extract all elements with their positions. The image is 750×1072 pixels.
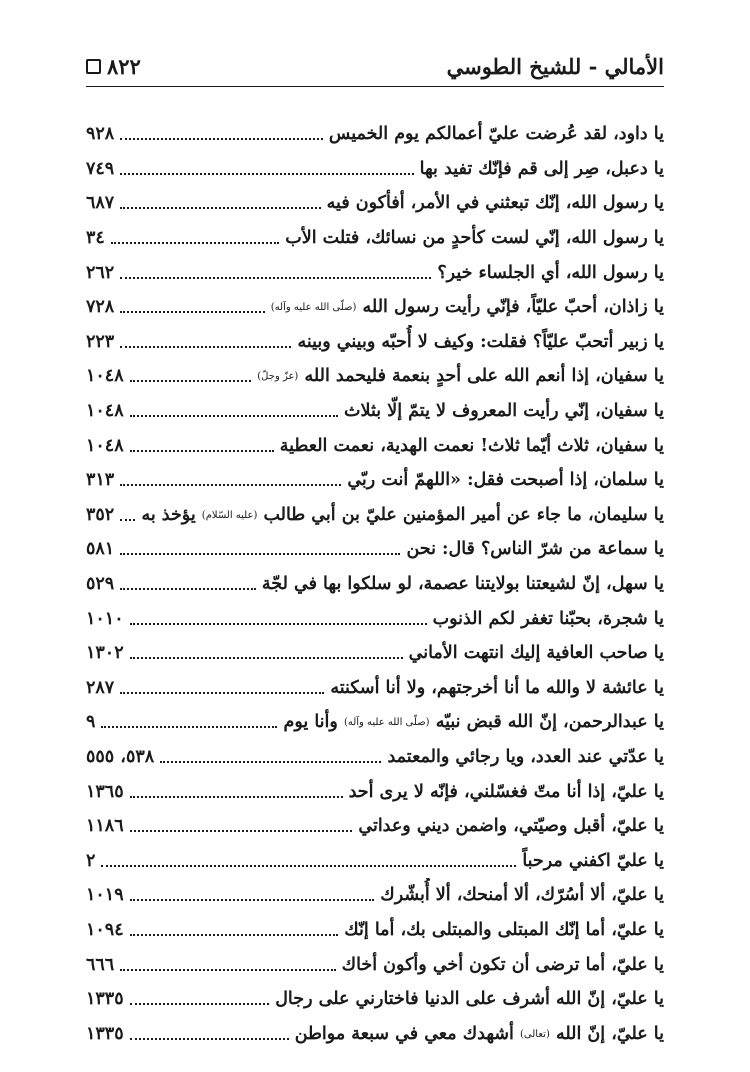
- entry-text-main: يا عليّ، إنّ الله: [555, 1023, 664, 1044]
- entry-text-main: يا عليّ، أقبل وصيّتي، واضمن ديني وعداتي: [358, 816, 664, 837]
- index-list: [86, 117, 664, 1051]
- entry-honorific: (عزّ وجلّ): [257, 371, 299, 383]
- entry-text-main: يا سفيان، ثلاث أيّما ثلاث! نعمت الهدية، نعمت العطية: [279, 435, 664, 456]
- index-entry: [86, 394, 664, 429]
- index-entry: [86, 947, 664, 982]
- entry-honorific: (تعالى): [520, 1028, 550, 1040]
- entry-text-main: يا سليمان، ما جاء عن أمير المؤمنين عليّ بن أبي طالب: [263, 504, 664, 525]
- entry-text-main: يا عليّ، إنّ الله أشرف على الدنيا فاختارني على رجال: [275, 989, 664, 1010]
- page-number: ٨٢٢: [107, 53, 141, 79]
- index-entry: [86, 255, 664, 290]
- entry-text: [344, 401, 664, 421]
- entry-text: [433, 609, 664, 629]
- dot-leader: [120, 588, 256, 590]
- entry-page-number: ٢: [86, 850, 96, 871]
- entry-text-main: يا عليّ اكفني مرحباً: [522, 850, 664, 871]
- entry-text: [420, 159, 664, 179]
- entry-page-number: ٦٨٧: [86, 193, 115, 214]
- index-entry: [86, 428, 664, 463]
- entry-page-number: ٥٢٩: [86, 574, 115, 595]
- entry-text: [330, 678, 664, 698]
- entry-page-number: ١٠١٩: [86, 885, 124, 906]
- entry-text: [344, 920, 664, 940]
- entry-text-main: يا عليّ، إذا أنا متّ فغسّلني، فإنّه لا يرى أحد: [348, 781, 664, 802]
- entry-text: [409, 643, 664, 663]
- index-entry: [86, 152, 664, 187]
- entry-page-number: ٦٦٦: [86, 954, 115, 975]
- entry-text-main: يا عليّ، أما ترضى أن تكون أخي وأكون أخاك: [341, 954, 664, 975]
- entry-text: [275, 989, 664, 1009]
- dot-leader: [120, 173, 413, 175]
- entry-text: [380, 885, 664, 905]
- entry-text: [349, 782, 664, 802]
- dot-leader: [120, 553, 400, 555]
- entry-text-main: يا سفيان، إنّي رأيت المعروف لا يتمّ إلّا بثلاث: [344, 401, 664, 422]
- entry-honorific: (عليه السّلام): [201, 509, 258, 521]
- dot-leader: [130, 415, 338, 417]
- entry-page-number: ١٠٩٤: [86, 919, 124, 940]
- entry-text: [280, 436, 664, 456]
- entry-text: [283, 712, 664, 732]
- entry-text-main: يا سهل، إنّ لشيعتنا بولايتنا عصمة، لو سلكوا بها في لجّة: [261, 574, 664, 595]
- dot-leader: [130, 796, 343, 798]
- entry-page-number: ٣١٣: [86, 470, 115, 491]
- index-entry: [86, 532, 664, 567]
- entry-text-main: يا سماعة من شرّ الناس؟ قال: نحن: [406, 539, 664, 560]
- index-entry: [86, 290, 664, 325]
- entry-text: [437, 263, 664, 283]
- index-entry: [86, 463, 664, 498]
- dot-leader: [120, 207, 320, 209]
- entry-text-main: يا زاذان، أحبّ عليّاً، فإنّي رأيت رسول الله: [362, 297, 664, 318]
- square-icon: [86, 59, 101, 74]
- entry-text-tail: وأنا يوم: [283, 712, 338, 733]
- entry-text-main: يا عبدالرحمن، إنّ الله قبض نبيّه: [435, 712, 664, 733]
- entry-text: [257, 366, 664, 386]
- index-entry: [86, 498, 664, 533]
- dot-leader: [130, 450, 274, 452]
- entry-page-number: ٢٢٣: [86, 331, 115, 352]
- entry-page-number: ١١٨٦: [86, 816, 124, 837]
- dot-leader: [130, 380, 252, 382]
- dot-leader: [120, 484, 341, 486]
- entry-text-tail: أشهدك معي في سبعة مواطن: [294, 1023, 514, 1044]
- entry-text-main: يا عليّ، ألا أسُرّك، ألا أمنحك، ألا أُبشّرك: [380, 885, 664, 906]
- entry-text-main: يا دعبل، صِر إلى قم فإنّك تفيد بها: [419, 158, 664, 179]
- dot-leader: [120, 138, 323, 140]
- entry-page-number: ١٣٣٥: [86, 989, 124, 1010]
- dot-leader: [130, 657, 403, 659]
- entry-honorific: (صلّى الله عليه وآله): [270, 302, 357, 314]
- entry-text-main: يا زبير أتحبّ عليّاً؟ فقلت: وكيف لا أُحبّه وبيني وبينه: [297, 331, 664, 352]
- entry-text: [347, 470, 664, 490]
- entry-honorific: (صلّى الله عليه وآله): [343, 717, 430, 729]
- dot-leader: [130, 1038, 289, 1040]
- entry-text: [327, 193, 664, 213]
- index-entry: [86, 671, 664, 706]
- entry-page-number: ٣٤: [86, 228, 105, 249]
- entry-text-main: يا عدّتي عند العدد، ويا رجائي والمعتمد: [387, 746, 664, 767]
- entry-text-main: يا صاحب العافية إليك انتهت الأماني: [408, 643, 664, 664]
- index-entry: [86, 913, 664, 948]
- entry-text: [271, 297, 664, 317]
- entry-text: [358, 816, 664, 836]
- index-entry: [86, 843, 664, 878]
- dot-leader: [130, 830, 353, 832]
- entry-text-main: يا رسول الله، أي الجلساء خير؟: [437, 262, 664, 283]
- dot-leader: [120, 346, 291, 348]
- entry-text: [522, 851, 664, 871]
- page-header: [86, 48, 664, 84]
- dot-leader: [130, 623, 427, 625]
- index-entry: [86, 601, 664, 636]
- entry-page-number: ٧٤٩: [86, 158, 115, 179]
- entry-text-main: يا سلمان، إذا أصبحت فقل: «اللهمّ أنت ربّي: [347, 470, 664, 491]
- book-title: الأمالي - للشيخ الطوسي: [446, 53, 664, 79]
- index-entry: [86, 636, 664, 671]
- index-entry: [86, 740, 664, 775]
- dot-leader: [130, 934, 339, 936]
- entry-page-number: ٩: [86, 712, 96, 733]
- dot-leader: [130, 1003, 270, 1005]
- entry-page-number: ١٣٠٢: [86, 643, 124, 664]
- index-entry: [86, 117, 664, 152]
- entry-page-number: ٣٥٢: [86, 504, 115, 525]
- page-number-block: [86, 54, 141, 79]
- entry-page-number: ٧٢٨: [86, 297, 115, 318]
- entry-text: [342, 955, 664, 975]
- entry-page-number: ١٣٣٥: [86, 1023, 124, 1044]
- dot-leader: [120, 277, 431, 279]
- index-entry: [86, 809, 664, 844]
- dot-leader: [111, 242, 279, 244]
- index-entry: [86, 774, 664, 809]
- entry-text-main: يا سفيان، إذا أنعم الله على أحدٍ بنعمة فليحمد الله: [304, 366, 664, 387]
- entry-page-number: ٩٢٨: [86, 124, 115, 145]
- index-entry: [86, 359, 664, 394]
- entry-text: [285, 228, 664, 248]
- entry-text: [406, 539, 664, 559]
- dot-leader: [120, 311, 265, 313]
- dot-leader: [101, 726, 277, 728]
- entry-text-main: يا رسول الله، إنّك تبعثني في الأمر، أفأكون فيه: [326, 193, 664, 214]
- entry-text: [141, 505, 664, 525]
- dot-leader: [101, 865, 516, 867]
- dot-leader: [160, 761, 381, 763]
- entry-page-number: ٥٣٨، ٥٥٥: [86, 746, 155, 767]
- header-rule: [86, 86, 664, 87]
- entry-text: [329, 124, 664, 144]
- entry-page-number: ٢٨٧: [86, 677, 115, 698]
- entry-page-number: ١٠٤٨: [86, 401, 124, 422]
- index-entry: [86, 221, 664, 256]
- entry-text: [297, 332, 664, 352]
- index-entry: [86, 1016, 664, 1051]
- index-entry: [86, 878, 664, 913]
- entry-page-number: ٥٨١: [86, 539, 115, 560]
- dot-leader: [130, 899, 375, 901]
- entry-text-main: يا عائشة لا والله ما أنا أخرجتهم، ولا أنا أسكنته: [330, 677, 664, 698]
- index-entry: [86, 567, 664, 602]
- entry-page-number: ١٠١٠: [86, 608, 124, 629]
- index-entry: [86, 325, 664, 360]
- entry-page-number: ١٠٤٨: [86, 366, 124, 387]
- entry-page-number: ١٣٦٥: [86, 781, 124, 802]
- index-entry: [86, 705, 664, 740]
- entry-page-number: ١٠٤٨: [86, 435, 124, 456]
- entry-text-main: يا داود، لقد عُرضت عليّ أعمالكم يوم الخميس: [328, 124, 664, 145]
- dot-leader: [120, 969, 335, 971]
- entry-text-main: يا رسول الله، إنّي لست كأحدٍ من نسائك، فتلت الأب: [285, 228, 664, 249]
- entry-text: [387, 747, 664, 767]
- index-entry: [86, 982, 664, 1017]
- entry-text-main: يا شجرة، بحبّنا تغفر لكم الذنوب: [432, 608, 664, 629]
- entry-text-main: يا عليّ، أما إنّك المبتلى والمبتلى بك، أما إنّك: [344, 919, 664, 940]
- dot-leader: [120, 692, 324, 694]
- entry-text: [262, 574, 664, 594]
- dot-leader: [120, 519, 135, 521]
- entry-page-number: ٢٦٢: [86, 262, 115, 283]
- entry-text: [295, 1024, 664, 1044]
- entry-text-tail: يؤخذ به: [141, 504, 196, 525]
- index-entry: [86, 186, 664, 221]
